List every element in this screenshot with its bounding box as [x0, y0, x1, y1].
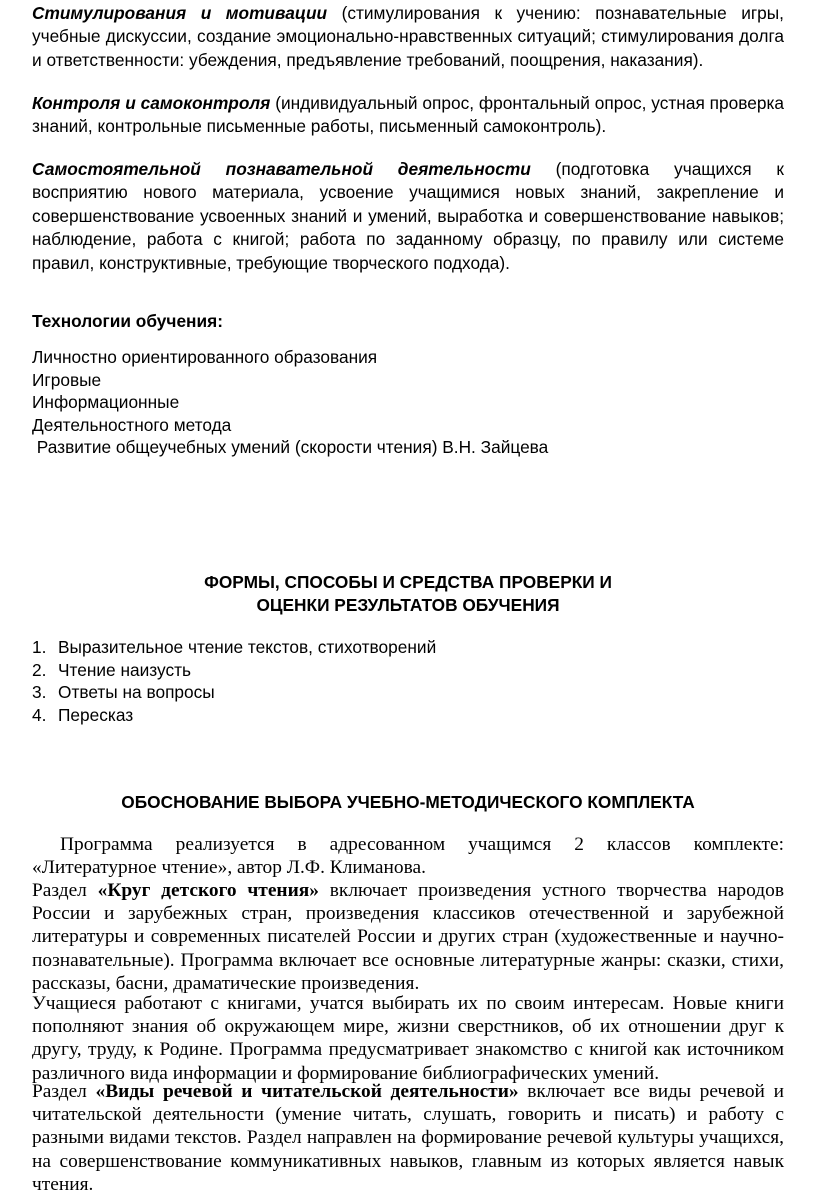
- list-text: Ответы на вопросы: [58, 682, 215, 703]
- list-item: [32, 636, 784, 659]
- paragraph-prefix: Раздел: [32, 1081, 96, 1102]
- paragraph-prefix: Раздел: [32, 880, 98, 901]
- paragraph-title: Самостоятельной познавательной деятельности: [32, 159, 531, 179]
- list-text: Пересказ: [58, 704, 134, 725]
- list-item: [32, 681, 784, 704]
- list-text: Чтение наизусть: [58, 659, 192, 680]
- forms-list: [32, 636, 784, 726]
- technologies-heading: Технологии обучения:: [32, 311, 223, 331]
- section-title: «Круг детского чтения»: [97, 880, 319, 901]
- justification-paragraph-1: Программа реализуется в адресованном учащимся 2 классов комплекте: «Литературное чтение», автор Л.Ф. Климанова.: [32, 834, 784, 879]
- paragraph-motivation: [32, 2, 784, 72]
- technologies-list: [32, 346, 784, 459]
- list-item: Деятельностного метода: [32, 414, 232, 435]
- list-item: Личностно ориентированного образования: [32, 347, 378, 367]
- paragraph-title: Контроля и самоконтроля: [32, 93, 271, 113]
- heading-line: ФОРМЫ, СПОСОБЫ И СРЕДСТВА ПРОВЕРКИ И: [204, 572, 612, 592]
- list-item: Информационные: [32, 392, 180, 413]
- paragraph-title: Стимулирования и мотивации: [32, 3, 328, 23]
- list-item: Игровые: [32, 369, 102, 390]
- paragraph-independent-activity: [32, 158, 784, 275]
- paragraph-text: (стимулирования к учению: познавательные игры, учебные дискуссии, создание эмоционально-нравственных ситуаций; стимулирования долга и ответственности: убеждения, предъявление требований, поощрения, наказания).: [32, 3, 784, 70]
- list-item: Развитие общеучебных умений (скорости чтения) В.Н. Зайцева: [32, 437, 549, 458]
- justification-paragraph-2: [32, 879, 784, 995]
- list-text: Выразительное чтение текстов, стихотворений: [58, 637, 437, 657]
- section-title: «Виды речевой и читательской деятельности»: [95, 1081, 519, 1102]
- paragraph-text: (подготовка учащихся к восприятию нового материала, усвоение учащимися новых знаний, закрепление и совершенствование усвоенных знаний и умений, выработка и совершенствование навыков; наблюдение, работа с книгой; работа по заданному образцу, по правилу или системе правил, конструктивные, требующие творческого подхода).: [32, 159, 784, 273]
- forms-heading: [32, 571, 784, 618]
- list-number: 2.: [32, 659, 47, 680]
- justification-heading: ОБОСНОВАНИЕ ВЫБОРА УЧЕБНО-МЕТОДИЧЕСКОГО КОМПЛЕКТА: [121, 792, 695, 812]
- list-number: 1.: [32, 637, 47, 657]
- justification-paragraph-4: [32, 1080, 784, 1196]
- paragraph-text: включает произведения устного творчества народов России и зарубежных стран, произведения классиков отечественной и зарубежной литературы и современных писателей России и других стран (художественные и научно-познавательные). Программа включает все основные литературные жанры: сказки, стихи, рассказы, басни, драматические произведения.: [32, 880, 784, 994]
- list-number: 4.: [32, 704, 47, 725]
- list-number: 3.: [32, 682, 47, 703]
- list-item: [32, 659, 784, 682]
- justification-paragraph-3: Учащиеся работают с книгами, учатся выбирать их по своим интересам. Новые книги пополняют знания об окружающем мире, жизни сверстников, об их отношении друг к другу, труду, к Родине. Программа предусматривает знакомство с книгой как источником различного вида информации и формирование библиографических умений.: [32, 993, 784, 1084]
- paragraph-control: [32, 92, 784, 139]
- paragraph-text: (индивидуальный опрос, фронтальный опрос, устная проверка знаний, контрольные письменные работы, письменный самоконтроль).: [32, 93, 784, 137]
- paragraph-text: включает все виды речевой и читательской деятельности (умение читать, слушать, говорить и писать) и работу с разными видами текстов. Раздел направлен на формирование речевой культуры учащихся, на совершенствование коммуникативных навыков, главным из которых является навык чтения.: [32, 1081, 784, 1195]
- list-item: [32, 704, 784, 727]
- heading-line: ОЦЕНКИ РЕЗУЛЬТАТОВ ОБУЧЕНИЯ: [256, 595, 560, 616]
